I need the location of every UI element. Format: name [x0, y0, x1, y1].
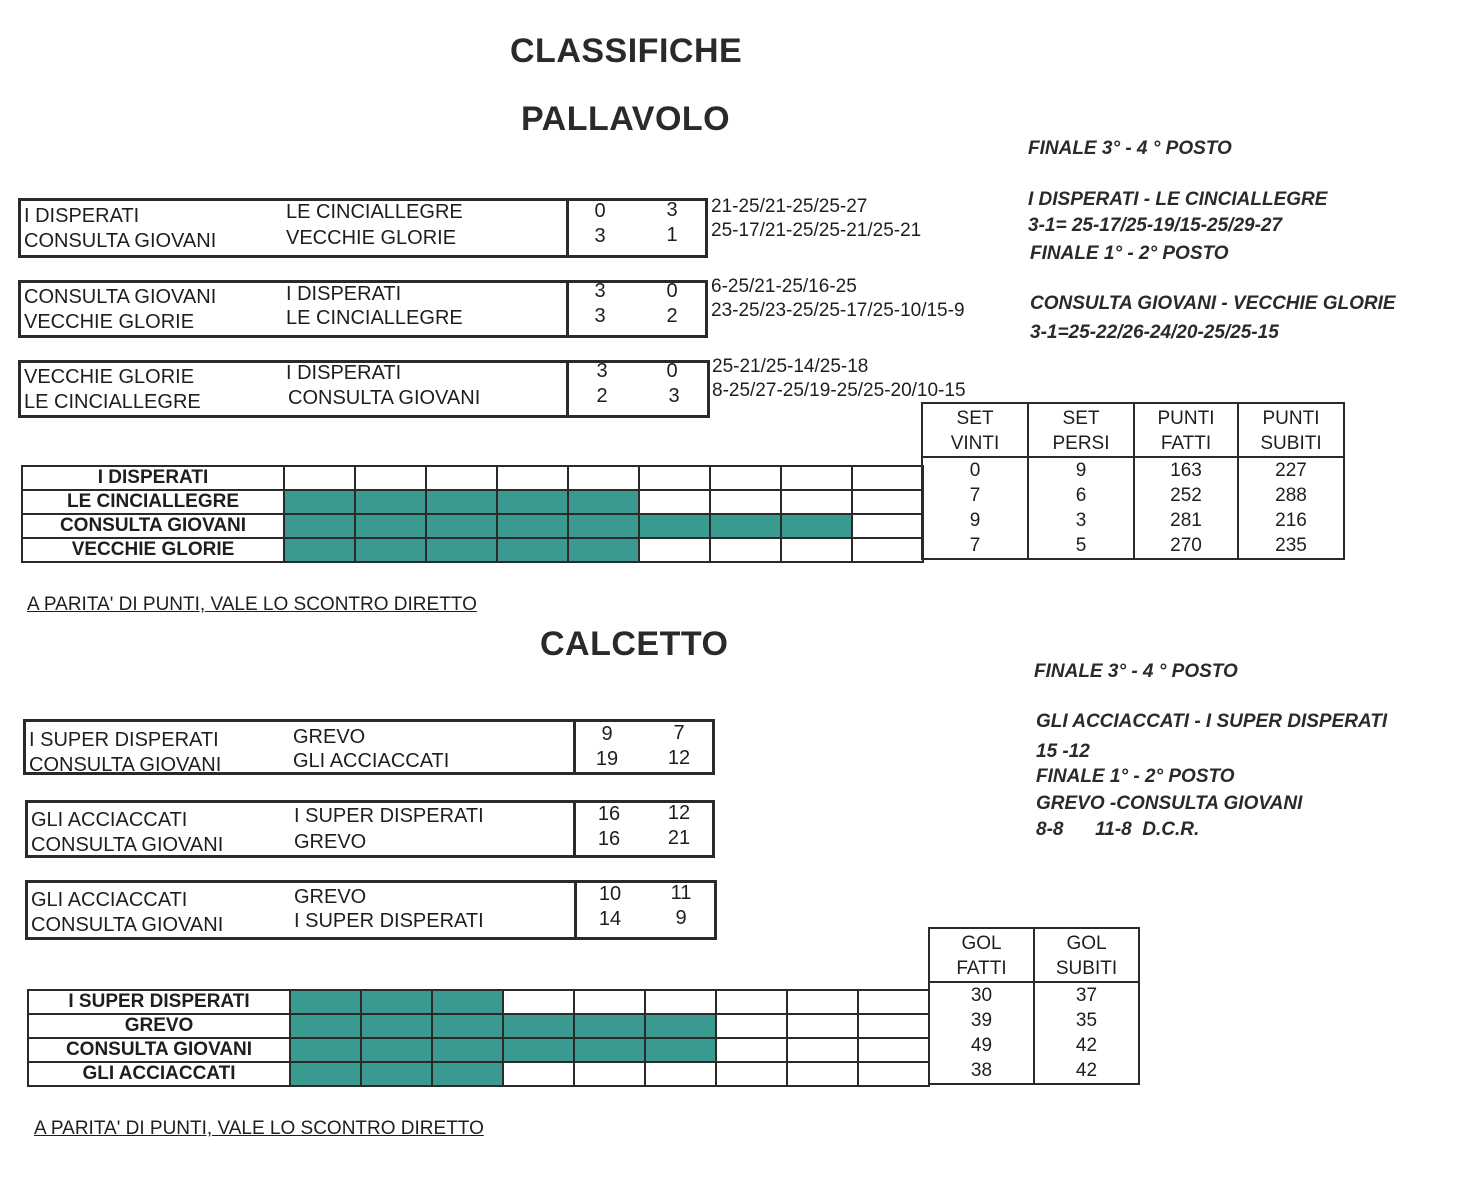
stats-column-header [929, 928, 1034, 982]
points-cell-filled [290, 1014, 361, 1038]
points-cell-filled [503, 1038, 574, 1062]
points-cell-empty [355, 466, 426, 490]
match-home-team: CONSULTA GIOVANI [31, 914, 224, 936]
match-home-team: LE CINCIALLEGRE [24, 391, 201, 413]
match-home-team: CONSULTA GIOVANI [24, 230, 217, 252]
match-score-away: 3 [666, 199, 678, 221]
standings-team-name: GREVO [28, 1014, 290, 1038]
points-cell-empty [639, 538, 710, 562]
points-cell-empty [858, 1038, 929, 1062]
stats-column-header [922, 403, 1028, 457]
stats-row [929, 982, 1139, 1008]
match-home-team: I DISPERATI [24, 205, 140, 227]
match-score-away: 2 [666, 305, 678, 327]
standings-row [22, 490, 923, 514]
match-score-home: 3 [594, 305, 606, 327]
match-away-team: I DISPERATI [286, 283, 402, 305]
stats-header-line: SUBITI [1260, 433, 1322, 454]
points-cell-empty [716, 990, 787, 1014]
stats-value: 37 [1034, 982, 1139, 1008]
match-set-results: 8-25/27-25/19-25/25-20/10-15 [712, 380, 966, 401]
stats-column-header [1134, 403, 1238, 457]
stats-value: 9 [1028, 457, 1134, 483]
volley-standings-grid [21, 465, 924, 563]
points-cell-filled [432, 1014, 503, 1038]
volley-final-34-result: 3-1= 25-17/25-19/15-25/29-27 [1028, 215, 1283, 236]
points-cell-filled [361, 1038, 432, 1062]
points-cell-empty [568, 466, 639, 490]
points-cell-empty [852, 466, 923, 490]
points-cell-filled [355, 490, 426, 514]
page-title: CLASSIFICHE [510, 32, 743, 70]
points-cell-empty [426, 466, 497, 490]
points-cell-empty [787, 990, 858, 1014]
points-cell-filled [574, 1014, 645, 1038]
match-score-away: 0 [666, 280, 678, 302]
match-home-team: GLI ACCIACCATI [31, 809, 188, 831]
stats-row [922, 508, 1344, 533]
match-away-team: GREVO [293, 726, 366, 748]
match-score-away: 12 [667, 747, 691, 769]
match-away-team: I SUPER DISPERATI [294, 910, 484, 932]
standings-team-name: LE CINCIALLEGRE [22, 490, 284, 514]
points-cell-filled [497, 538, 568, 562]
soccer-final-12-match: GREVO -CONSULTA GIOVANI [1036, 793, 1303, 814]
points-cell-filled [503, 1014, 574, 1038]
points-cell-filled [432, 1062, 503, 1086]
points-cell-empty [284, 466, 355, 490]
match-away-team: GREVO [294, 886, 367, 908]
points-cell-empty [645, 1062, 716, 1086]
points-cell-empty [858, 990, 929, 1014]
stats-column-header [1034, 928, 1139, 982]
match-away-team: LE CINCIALLEGRE [286, 307, 463, 329]
match-score-home: 2 [596, 385, 608, 407]
score-divider [566, 363, 569, 415]
stats-value: 5 [1028, 533, 1134, 559]
points-cell-filled [284, 514, 355, 538]
points-cell-filled [432, 1038, 503, 1062]
standings-team-name: CONSULTA GIOVANI [22, 514, 284, 538]
points-cell-filled [710, 514, 781, 538]
match-score-away: 9 [675, 907, 687, 929]
stats-value: 9 [922, 508, 1028, 533]
soccer-final-34-title: FINALE 3° - 4 ° POSTO [1034, 661, 1238, 682]
points-cell-empty [710, 466, 781, 490]
points-cell-filled [568, 514, 639, 538]
points-cell-empty [716, 1014, 787, 1038]
soccer-standings-stats [928, 927, 1140, 1085]
standings-team-name: GLI ACCIACCATI [28, 1062, 290, 1086]
match-home-team: CONSULTA GIOVANI [31, 834, 224, 856]
match-away-team: GLI ACCIACCATI [293, 750, 450, 772]
stats-value: 3 [1028, 508, 1134, 533]
points-cell-filled [426, 538, 497, 562]
points-cell-empty [781, 490, 852, 514]
soccer-final-12-title: FINALE 1° - 2° POSTO [1036, 766, 1235, 787]
stats-header-line: GOL [1066, 933, 1107, 954]
stats-value: 42 [1034, 1058, 1139, 1084]
score-divider [574, 883, 577, 937]
match-score-home: 3 [596, 360, 608, 382]
points-cell-filled [497, 514, 568, 538]
match-score-home: 14 [598, 908, 622, 930]
match-away-team: VECCHIE GLORIE [286, 227, 457, 249]
standings-team-name: CONSULTA GIOVANI [28, 1038, 290, 1062]
stats-value: 252 [1134, 483, 1238, 508]
points-cell-filled [568, 490, 639, 514]
standings-row [28, 1038, 929, 1062]
match-score-home: 0 [594, 200, 606, 222]
stats-row [922, 483, 1344, 508]
standings-row [28, 990, 929, 1014]
points-cell-empty [710, 490, 781, 514]
points-cell-empty [574, 1062, 645, 1086]
standings-team-name: I SUPER DISPERATI [28, 990, 290, 1014]
stats-value: 163 [1134, 457, 1238, 483]
stats-value: 270 [1134, 533, 1238, 559]
stats-value: 0 [922, 457, 1028, 483]
match-home-team: CONSULTA GIOVANI [29, 754, 222, 776]
stats-value: 216 [1238, 508, 1344, 533]
points-cell-empty [858, 1062, 929, 1086]
match-set-results: 6-25/21-25/16-25 [711, 276, 857, 297]
points-cell-filled [426, 514, 497, 538]
points-cell-empty [787, 1038, 858, 1062]
match-home-team: VECCHIE GLORIE [24, 311, 195, 333]
stats-value: 235 [1238, 533, 1344, 559]
soccer-final-34-match: GLI ACCIACCATI - I SUPER DISPERATI [1036, 711, 1388, 732]
match-set-results: 25-21/25-14/25-18 [712, 356, 869, 377]
points-cell-empty [503, 1062, 574, 1086]
points-cell-filled [284, 490, 355, 514]
points-cell-empty [710, 538, 781, 562]
soccer-standings-grid [27, 989, 930, 1087]
standings-team-name: I DISPERATI [22, 466, 284, 490]
standings-row [22, 514, 923, 538]
points-cell-empty [497, 466, 568, 490]
stats-header-line: FATTI [956, 958, 1007, 979]
match-score-home: 16 [597, 803, 621, 825]
points-cell-filled [290, 990, 361, 1014]
stats-row [929, 1008, 1139, 1033]
stats-value: 7 [922, 533, 1028, 559]
match-score-away: 11 [670, 882, 692, 904]
points-cell-filled [574, 1038, 645, 1062]
points-cell-filled [426, 490, 497, 514]
score-divider [573, 803, 576, 855]
stats-value: 39 [929, 1008, 1034, 1033]
points-cell-empty [852, 490, 923, 514]
points-cell-filled [432, 990, 503, 1014]
match-score-home: 16 [597, 828, 621, 850]
points-cell-filled [645, 1038, 716, 1062]
match-score-away: 21 [667, 827, 691, 849]
stats-value: 42 [1034, 1033, 1139, 1058]
volley-final-34-title: FINALE 3° - 4 ° POSTO [1028, 138, 1232, 159]
points-cell-filled [284, 538, 355, 562]
match-score-home: 3 [594, 225, 606, 247]
stats-value: 6 [1028, 483, 1134, 508]
stats-header-line: PERSI [1052, 433, 1110, 454]
match-score-home: 19 [595, 748, 619, 770]
points-cell-empty [645, 990, 716, 1014]
soccer-section-title: CALCETTO [540, 625, 729, 663]
stats-header-line: SET [956, 408, 994, 429]
match-score-home: 3 [594, 280, 606, 302]
points-cell-empty [716, 1038, 787, 1062]
points-cell-filled [290, 1038, 361, 1062]
stats-header-line: SET [1062, 408, 1100, 429]
stats-value: 49 [929, 1033, 1034, 1058]
volley-section-title: PALLAVOLO [521, 100, 731, 138]
match-score-home: 10 [598, 883, 622, 905]
points-cell-empty [781, 466, 852, 490]
points-cell-filled [568, 538, 639, 562]
points-cell-filled [361, 1062, 432, 1086]
volley-final-12-match: CONSULTA GIOVANI - VECCHIE GLORIE [1030, 293, 1396, 314]
match-score-away: 3 [668, 385, 680, 407]
points-cell-empty [852, 538, 923, 562]
points-cell-empty [781, 538, 852, 562]
stats-value: 30 [929, 982, 1034, 1008]
stats-header-line: GOL [961, 933, 1002, 954]
stats-value: 38 [929, 1058, 1034, 1084]
points-cell-empty [787, 1062, 858, 1086]
points-cell-empty [787, 1014, 858, 1038]
volley-tiebreak-note: A PARITA' DI PUNTI, VALE LO SCONTRO DIRETTO [27, 594, 477, 615]
match-away-team: LE CINCIALLEGRE [286, 201, 463, 223]
match-score-away: 0 [666, 360, 678, 382]
points-cell-empty [716, 1062, 787, 1086]
points-cell-empty [574, 990, 645, 1014]
points-cell-empty [852, 514, 923, 538]
points-cell-empty [639, 466, 710, 490]
stats-header-line: PUNTI [1262, 408, 1320, 429]
standings-team-name: VECCHIE GLORIE [22, 538, 284, 562]
points-cell-empty [639, 490, 710, 514]
score-divider [573, 722, 576, 772]
match-away-team: CONSULTA GIOVANI [288, 387, 481, 409]
soccer-final-12-result: 8-8 11-8 D.C.R. [1036, 819, 1200, 840]
stats-header-line: PUNTI [1157, 408, 1215, 429]
points-cell-empty [503, 990, 574, 1014]
stats-column-header [1028, 403, 1134, 457]
points-cell-empty [858, 1014, 929, 1038]
match-away-team: GREVO [294, 831, 367, 853]
soccer-final-34-result: 15 -12 [1036, 741, 1090, 762]
volley-final-12-title: FINALE 1° - 2° POSTO [1030, 243, 1229, 264]
stats-value: 281 [1134, 508, 1238, 533]
standings-row [28, 1062, 929, 1086]
stats-value: 227 [1238, 457, 1344, 483]
stats-row [922, 457, 1344, 483]
points-cell-filled [355, 538, 426, 562]
match-home-team: CONSULTA GIOVANI [24, 286, 217, 308]
stats-column-header [1238, 403, 1344, 457]
match-set-results: 21-25/21-25/25-27 [711, 196, 868, 217]
standings-row [22, 538, 923, 562]
points-cell-filled [361, 990, 432, 1014]
points-cell-filled [639, 514, 710, 538]
score-divider [566, 283, 569, 335]
match-score-away: 1 [666, 224, 678, 246]
soccer-tiebreak-note: A PARITA' DI PUNTI, VALE LO SCONTRO DIRETTO [34, 1118, 484, 1139]
stats-header-line: VINTI [950, 433, 1000, 454]
match-set-results: 25-17/21-25/25-21/25-21 [711, 220, 922, 241]
match-score-away: 7 [673, 722, 685, 744]
points-cell-filled [497, 490, 568, 514]
match-score-home: 9 [601, 723, 613, 745]
points-cell-filled [355, 514, 426, 538]
match-home-team: GLI ACCIACCATI [31, 889, 188, 911]
stats-value: 35 [1034, 1008, 1139, 1033]
stats-header-line: SUBITI [1055, 958, 1118, 979]
score-divider [566, 201, 569, 255]
standings-row [28, 1014, 929, 1038]
match-home-team: I SUPER DISPERATI [29, 729, 219, 751]
stats-value: 288 [1238, 483, 1344, 508]
points-cell-filled [645, 1014, 716, 1038]
standings-row [22, 466, 923, 490]
stats-row [922, 533, 1344, 559]
stats-row [929, 1058, 1139, 1084]
match-home-team: VECCHIE GLORIE [24, 366, 195, 388]
match-away-team: I SUPER DISPERATI [294, 805, 484, 827]
volley-final-12-result: 3-1=25-22/26-24/20-25/25-15 [1030, 322, 1279, 343]
volley-standings-stats [921, 402, 1345, 560]
points-cell-filled [361, 1014, 432, 1038]
match-away-team: I DISPERATI [286, 362, 402, 384]
points-cell-filled [290, 1062, 361, 1086]
points-cell-filled [781, 514, 852, 538]
stats-header-row [922, 403, 1344, 457]
match-score-away: 12 [667, 802, 691, 824]
stats-row [929, 1033, 1139, 1058]
stats-header-row [929, 928, 1139, 982]
stats-header-line: FATTI [1160, 433, 1212, 454]
volley-final-34-match: I DISPERATI - LE CINCIALLEGRE [1028, 189, 1328, 210]
match-set-results: 23-25/23-25/25-17/25-10/15-9 [711, 300, 965, 321]
stats-value: 7 [922, 483, 1028, 508]
